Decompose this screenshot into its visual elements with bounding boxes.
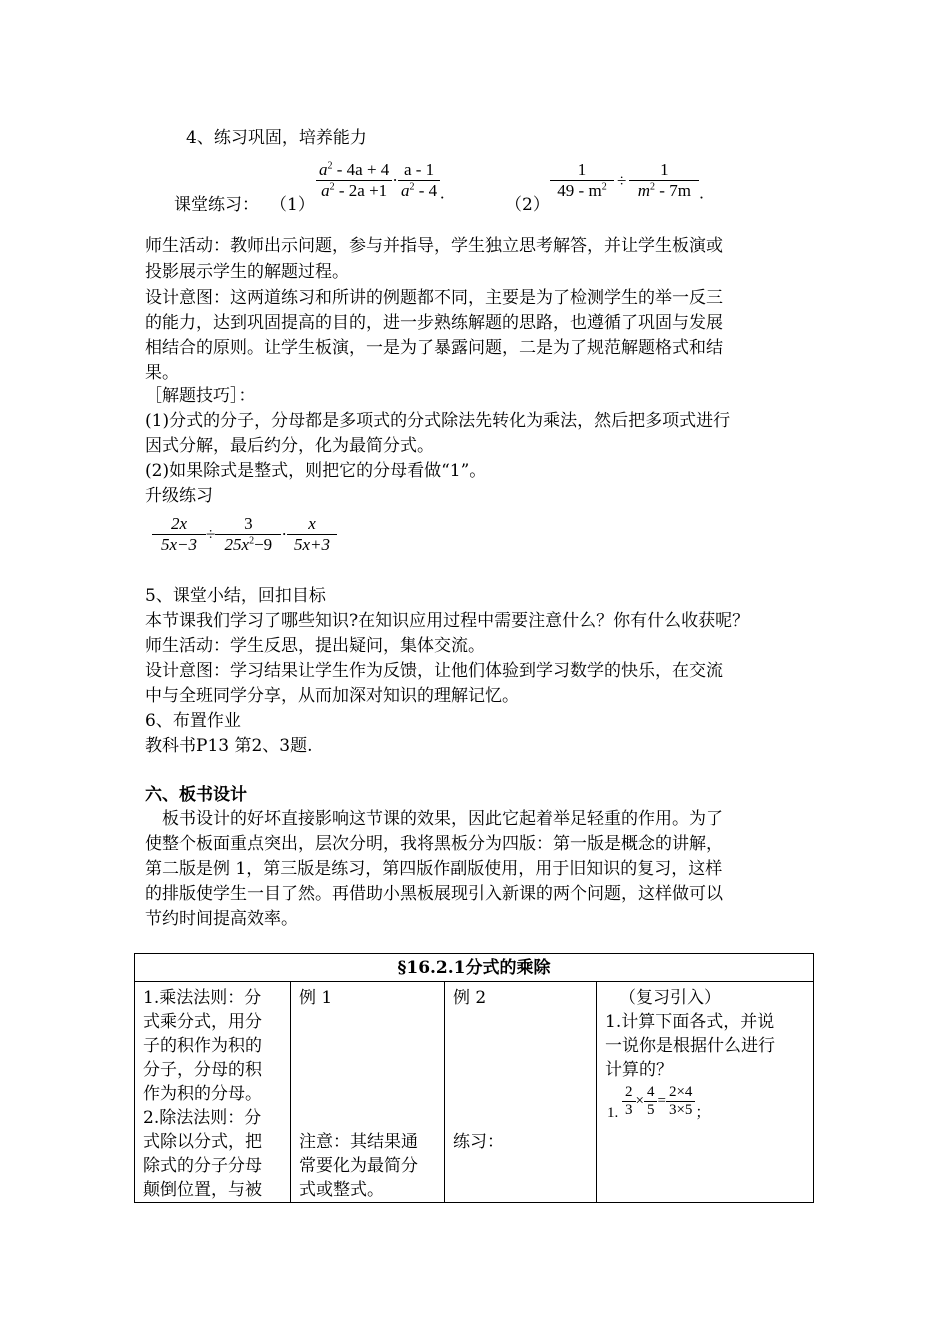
activity-line-2: 投影展示学生的解题过程。	[145, 262, 349, 282]
intent-line-2: 的能力，达到巩固提高的目的，进一步熟练解题的思路，也遵循了巩固与发展	[145, 313, 723, 333]
board-design-line-3: 第二版是例 1，第三版是练习，第四版作副版使用，用于旧知识的复习，这样	[145, 859, 723, 879]
upgrade-expression: $\frac{2x}{5x-3}$ ÷ $\frac{3}{25x^2-9}$ · $\frac{x}{5x+3}$	[152, 514, 337, 555]
section6-line: 教科书P13 第2、3题.	[145, 736, 313, 756]
item2-expression: $\frac{1}{49 - m^2}$ ÷ $\frac{1}{m^2 - 7m}$ .	[550, 160, 704, 203]
practice-note: 练习：	[453, 1132, 504, 1152]
upgrade-fraction-1: $\frac{2x}{5x-3}$	[152, 514, 206, 555]
board-col-example1	[291, 982, 445, 1202]
board-col-review	[597, 982, 813, 1202]
tips-line-2: 因式分解，最后约分，化为最简分式。	[145, 436, 434, 456]
tips-title: ［解题技巧］：	[145, 386, 256, 406]
section5-line-4: 中与全班同学分享，从而加深对知识的理解记忆。	[145, 686, 519, 706]
board-design-line-2: 使整个板面重点突出，层次分明，我将黑板分为四版：第一版是概念的讲解，	[145, 834, 723, 854]
concept-line: 1.乘法法则：分	[143, 988, 262, 1008]
board-design-heading: 六、板书设计	[145, 785, 247, 805]
board-table-title: §16.2.1分式的乘除	[135, 954, 813, 982]
concept-line: 2.除法法则：分	[143, 1108, 262, 1128]
concept-line: 作为积的分母。	[143, 1084, 262, 1104]
example2-label: 例 2	[453, 988, 487, 1008]
concept-line: 式除以分式，把	[143, 1132, 262, 1152]
example1-label: 例 1	[299, 988, 333, 1008]
activity-line-1: 师生活动：教师出示问题，参与并指导，学生独立思考解答，并让学生板演或	[145, 236, 723, 256]
item2-fraction-1: $\frac{1}{49 - m^2}$	[550, 160, 614, 201]
section5-line-1: 本节课我们学习了哪些知识?在知识应用过程中需要注意什么？你有什么收获呢？	[145, 611, 750, 631]
example1-note-line: 注意：其结果通	[299, 1132, 418, 1152]
review-line: 计算的？	[605, 1060, 673, 1080]
board-design-line-5: 节约时间提高效率。	[145, 909, 298, 929]
section5-line-3: 设计意图：学习结果让学生作为反馈，让他们体验到学习数学的快乐，在交流	[145, 661, 723, 681]
review-line: 一说你是根据什么进行	[605, 1036, 775, 1056]
concept-line: 颠倒位置，与被	[143, 1180, 262, 1200]
intent-line-1: 设计意图：这两道练习和所讲的例题都不同，主要是为了检测学生的举一反三	[145, 288, 723, 308]
board-table	[134, 953, 814, 1203]
tips-line-1: (1)分式的分子，分母都是多项式的分式除法先转化为乘法，然后把多项式进行	[145, 411, 731, 431]
example1-note-line: 常要化为最简分	[299, 1156, 418, 1176]
section6-heading: 6、布置作业	[145, 711, 241, 731]
board-col-concepts	[135, 982, 291, 1202]
concept-line: 分子，分母的积	[143, 1060, 262, 1080]
review-line: 1.计算下面各式，并说	[605, 1012, 775, 1032]
concept-line: 除式的分子分母	[143, 1156, 262, 1176]
board-col-example2	[445, 982, 597, 1202]
board-design-line-4: 的排版使学生一目了然。再借助小黑板展现引入新课的两个问题，这样做可以	[145, 884, 723, 904]
item2-fraction-2: $\frac{1}{m^2 - 7m}$	[629, 160, 699, 201]
review-formula: 1. $\frac{2}{3}$ × $\frac{4}{5}$ = $\frac{2\times 4}{3\times 5}$ ；	[607, 1084, 711, 1121]
section5-line-2: 师生活动：学生反思，提出疑问，集体交流。	[145, 636, 485, 656]
item1-fraction-1: $\frac{a^2 - 4a + 4}{a^2 - 2a +1}$	[316, 160, 392, 201]
review-title: （复习引入）	[619, 988, 721, 1008]
upgrade-fraction-2: $\frac{3}{25x^2-9}$	[215, 514, 281, 555]
item1-expression: $\frac{a^2 - 4a + 4}{a^2 - 2a +1}$ · $\frac{a - 1}{a^2 - 4}$ .	[316, 160, 444, 203]
item1-label: （1）	[270, 195, 315, 215]
example1-note-line: 式或整式。	[299, 1180, 384, 1200]
item2-label: （2）	[505, 195, 550, 215]
concept-line: 子的积作为积的	[143, 1036, 262, 1056]
intent-line-3: 相结合的原则。让学生板演，一是为了暴露问题，二是为了规范解题格式和结	[145, 338, 723, 358]
board-design-line-1: 板书设计的好坏直接影响这节课的效果，因此它起着举足轻重的作用。为了	[162, 809, 723, 829]
item1-fraction-2: $\frac{a - 1}{a^2 - 4}$	[398, 160, 440, 201]
section4-heading: 4、练习巩固，培养能力	[186, 128, 367, 148]
practice-label: 课堂练习：	[174, 195, 259, 215]
upgrade-title: 升级练习	[145, 486, 213, 506]
tips-line-3: (2)如果除式是整式，则把它的分母看做“1”。	[145, 461, 487, 481]
section5-heading: 5、课堂小结，回扣目标	[145, 586, 326, 606]
upgrade-fraction-3: $\frac{x}{5x+3}$	[287, 514, 337, 555]
concept-line: 式乘分式，用分	[143, 1012, 262, 1032]
intent-line-4: 果。	[145, 363, 179, 383]
